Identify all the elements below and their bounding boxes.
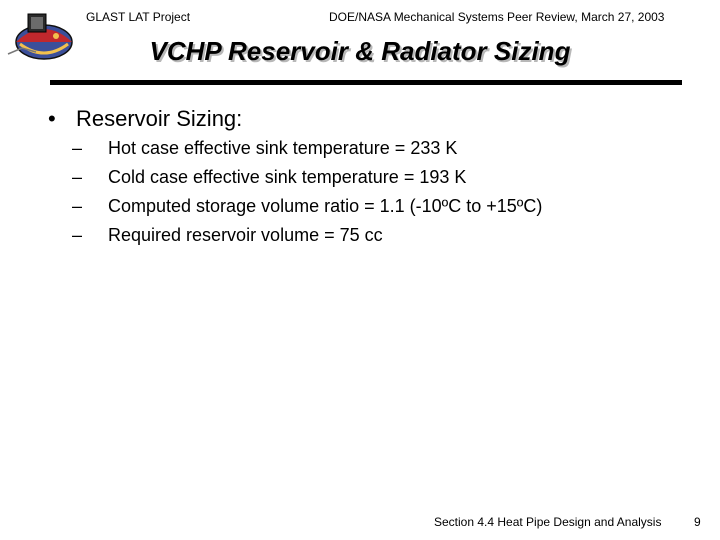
main-bullet — [48, 106, 242, 132]
header-project: GLAST LAT Project — [86, 10, 191, 24]
sub-bullet-item — [72, 167, 542, 196]
sub-bullet-marker: – — [72, 138, 83, 158]
bullet-marker: • — [48, 106, 56, 131]
sub-bullet-text: Computed storage volume ratio = 1.1 (-10ºC to +15ºC) — [108, 196, 543, 216]
footer-section: Section 4.4 Heat Pipe Design and Analysis — [434, 515, 662, 529]
sub-bullet-marker: – — [72, 167, 83, 187]
main-bullet-text: Reservoir Sizing: — [76, 106, 243, 131]
sub-bullet-item — [72, 196, 542, 225]
sub-bullet-text: Cold case effective sink temperature = 193 K — [108, 167, 467, 187]
sub-bullet-list — [72, 138, 542, 254]
sub-bullet-marker: – — [72, 225, 83, 245]
sub-bullet-marker: – — [72, 196, 83, 216]
page-number: 9 — [694, 515, 701, 529]
sub-bullet-text: Hot case effective sink temperature = 233 K — [108, 138, 458, 158]
slide-title: VCHP Reservoir & Radiator Sizing — [149, 36, 571, 66]
sub-bullet-item — [72, 138, 542, 167]
sub-bullet-text: Required reservoir volume = 75 cc — [108, 225, 383, 245]
title-divider — [50, 80, 682, 85]
header-review: DOE/NASA Mechanical Systems Peer Review, March 27, 2003 — [329, 10, 665, 24]
sub-bullet-item — [72, 225, 542, 254]
